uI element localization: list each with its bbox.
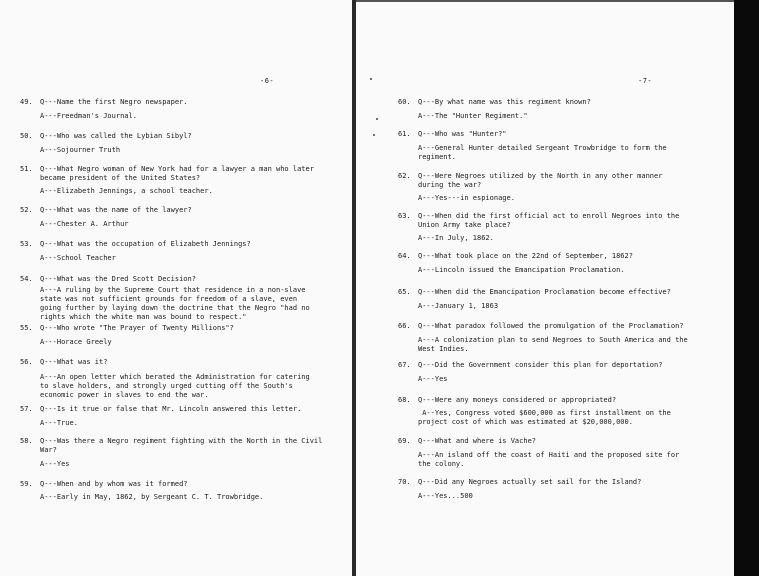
item-number: 59. — [20, 480, 33, 488]
answer-text: A---Sojourner Truth — [40, 146, 121, 154]
answer-text: A---A ruling by the Supreme Court that residence in a non-slave state was not sufficient grounds for freedom of a slave, even going further by laying down the doctrine that the Negro "had no rights which the white man was bound to respect." — [40, 286, 310, 321]
answer-text: A---Lincoln issued the Emancipation Proclamation. — [418, 266, 625, 274]
question-text: Q---What was it? — [40, 358, 108, 366]
item-number: 66. — [398, 322, 411, 330]
item-number: 63. — [398, 212, 411, 220]
item-number: 69. — [398, 437, 411, 445]
question-text: Q---Was there a Negro regiment fighting with the North in the Civil War? — [40, 437, 323, 454]
item-number: 58. — [20, 437, 33, 445]
question-text: Q---Did the Government consider this plan for deportation? — [418, 361, 663, 369]
question-text: Q---Who was called the Lybian Sibyl? — [40, 132, 192, 140]
question-text: Q---What Negro woman of New York had for a lawyer a man who later became president of the United States? — [40, 165, 314, 182]
answer-text: A---A colonization plan to send Negroes to South America and the West Indies. — [418, 336, 688, 353]
answer-text: A---Elizabeth Jennings, a school teacher. — [40, 187, 213, 195]
answer-text: A---Freedman's Journal. — [40, 112, 137, 120]
right-page — [356, 0, 734, 576]
left-page — [0, 0, 352, 576]
item-number: 51. — [20, 165, 33, 173]
question-text: Q---Name the first Negro newspaper. — [40, 98, 188, 106]
question-text: Q---Who was "Hunter?" — [418, 130, 507, 138]
item-number: 57. — [20, 405, 33, 413]
item-number: 65. — [398, 288, 411, 296]
question-text: Q---What was the name of the lawyer? — [40, 206, 192, 214]
speck — [373, 134, 375, 136]
answer-text: A---General Hunter detailed Sergeant Trowbridge to form the regiment. — [418, 144, 667, 161]
question-text: Q---When and by whom was it formed? — [40, 480, 188, 488]
top-rule — [356, 0, 734, 2]
item-number: 53. — [20, 240, 33, 248]
answer-text: A---Early in May, 1862, by Sergeant C. T. Trowbridge. — [40, 493, 264, 501]
question-text: Q---When did the first official act to enroll Negroes into the Union Army take place? — [418, 212, 680, 229]
item-number: 60. — [398, 98, 411, 106]
answer-text: A---Yes — [418, 375, 448, 383]
answer-text: A---An open letter which berated the Administration for catering to slave holders, and strongly urged cutting off the South's economic power in slaves to end the war. — [40, 373, 310, 399]
answer-text: A---January 1, 1863 — [418, 302, 499, 310]
question-text: Q---Who wrote "The Prayer of Twenty Millions"? — [40, 324, 234, 332]
scan-edge — [734, 0, 759, 576]
item-number: 52. — [20, 206, 33, 214]
question-text: Q---Were any moneys considered or appropriated? — [418, 396, 617, 404]
answer-text: A---Chester A. Arthur — [40, 220, 129, 228]
answer-text: A---Yes — [40, 460, 70, 468]
item-number: 54. — [20, 275, 33, 283]
page-number: -6- — [260, 77, 275, 85]
question-text: Q---Is it true or false that Mr. Lincoln answered this letter. — [40, 405, 302, 413]
question-text: Q---What took place on the 22nd of September, 1862? — [418, 252, 633, 260]
item-number: 61. — [398, 130, 411, 138]
item-number: 70. — [398, 478, 411, 486]
question-text: Q---Were Negroes utilized by the North in any other manner during the war? — [418, 172, 663, 189]
answer-text: A---School Teacher — [40, 254, 116, 262]
question-text: Q---What was the Dred Scott Decision? — [40, 275, 196, 283]
item-number: 55. — [20, 324, 33, 332]
item-number: 64. — [398, 252, 411, 260]
item-number: 68. — [398, 396, 411, 404]
answer-text: A---Horace Greely — [40, 338, 112, 346]
answer-text: A--Yes, Congress voted $600,000 as first installment on the project cost of which was estimated at $20,000,000. — [418, 409, 671, 426]
speck — [370, 78, 372, 80]
item-number: 67. — [398, 361, 411, 369]
answer-text: A---Yes...500 — [418, 492, 473, 500]
question-text: Q---What was the occupation of Elizabeth Jennings? — [40, 240, 251, 248]
item-number: 49. — [20, 98, 33, 106]
page-number: -7- — [638, 77, 653, 85]
answer-text: A---The "Hunter Regiment." — [418, 112, 528, 120]
item-number: 62. — [398, 172, 411, 180]
question-text: Q---What and where is Vache? — [418, 437, 537, 445]
speck — [376, 118, 378, 120]
answer-text: A---True. — [40, 419, 78, 427]
question-text: Q---When did the Emancipation Proclamation become effective? — [418, 288, 671, 296]
question-text: Q---What paradox followed the promulgation of the Proclamation? — [418, 322, 684, 330]
question-text: Q---By what name was this regiment known? — [418, 98, 591, 106]
answer-text: A---An island off the coast of Haiti and the proposed site for the colony. — [418, 451, 680, 468]
item-number: 56. — [20, 358, 33, 366]
question-text: Q---Did any Negroes actually set sail for the Island? — [418, 478, 642, 486]
answer-text: A---Yes---in espionage. — [418, 194, 515, 202]
item-number: 50. — [20, 132, 33, 140]
answer-text: A---In July, 1862. — [418, 234, 494, 242]
